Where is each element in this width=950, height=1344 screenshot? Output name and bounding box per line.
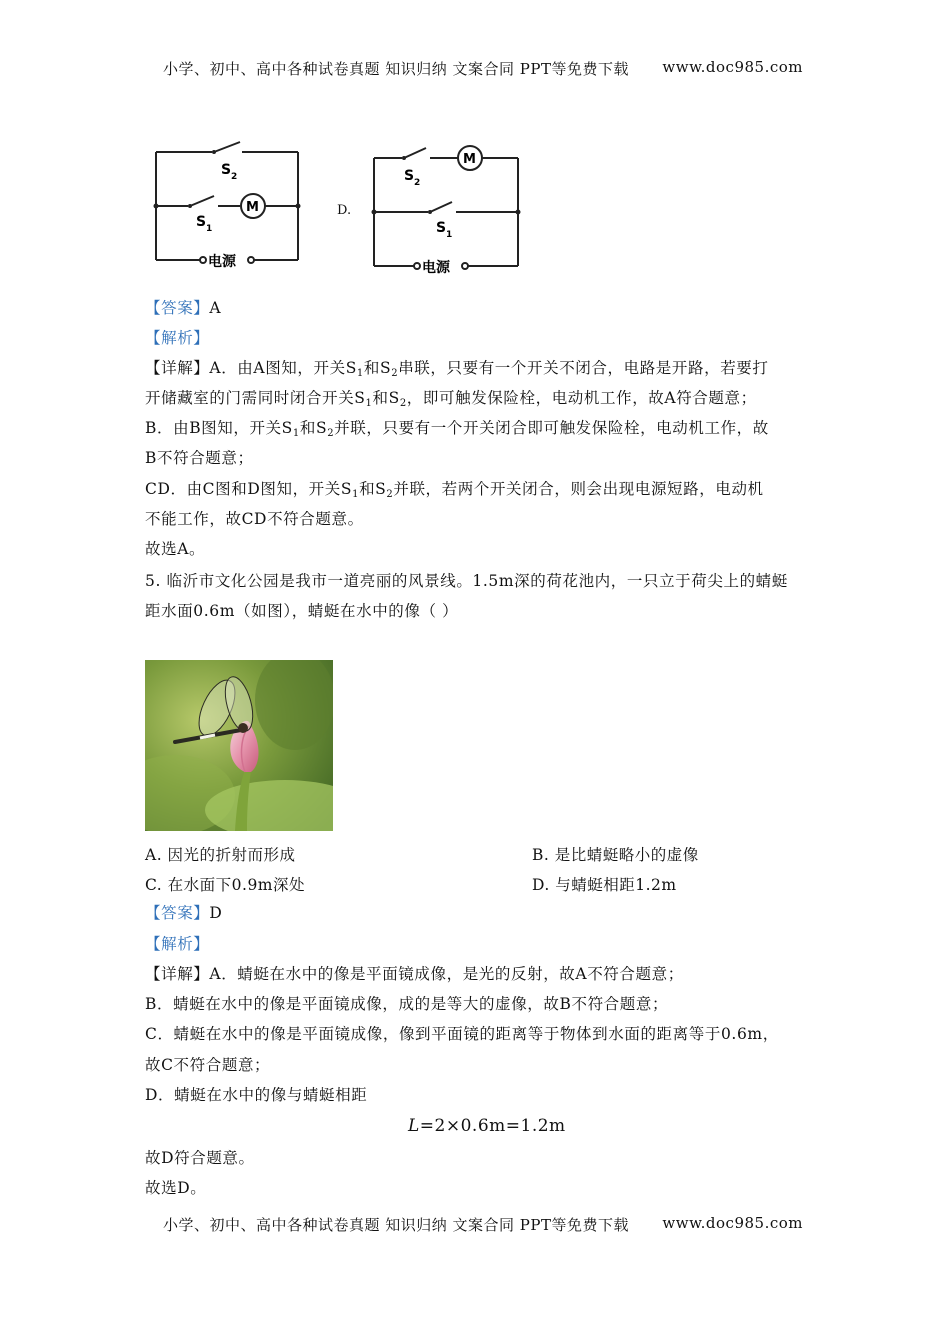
q5-detail-line-1: 【详解】A．蜻蜓在水中的像是平面镜成像，是光的反射，故A不符合题意； xyxy=(145,965,684,983)
q5-stem-line-1: 5. 临沂市文化公园是我市一道亮丽的风景线。1.5m深的荷花池内，一只立于荷尖上的蜻蜓 xyxy=(145,572,788,590)
option-d-label: D. xyxy=(337,203,352,218)
motor-label: M xyxy=(463,152,476,167)
q4-detail-line-5: CD．由C图和D图知，开关$S_1$和$S_2$并联，若两个开关闭合，则会出现电源短路，电动机 xyxy=(145,480,764,500)
q4-detail-line-3: B．由B图知，开关$S_1$和$S_2$并联，只要有一个开关闭合即可触发保险栓，电动机工作，故 xyxy=(145,419,769,439)
switch-s2-sub: 2 xyxy=(231,172,238,182)
circuit-diagram-d xyxy=(368,142,528,274)
detail-tag: 【详解】 xyxy=(145,965,210,983)
q5-stem-line-2: 距水面0.6m（如图），蜻蜓在水中的像（ ） xyxy=(145,602,459,620)
formula-variable: L xyxy=(408,1116,420,1136)
q5-detail-line-6: 故D符合题意。 xyxy=(145,1149,255,1167)
switch-s1-sub: 1 xyxy=(446,230,453,240)
distance-formula xyxy=(408,1116,566,1136)
q5-conclusion: 故选D。 xyxy=(145,1179,207,1197)
switch-s2-sub: 2 xyxy=(414,178,421,188)
switch-s1-label: S xyxy=(436,220,447,236)
header-url[interactable]: www.doc985.com xyxy=(662,58,803,76)
q4-detail-line-4: B不符合题意； xyxy=(145,449,254,467)
option-a: A. 因光的折射而形成 xyxy=(145,846,296,864)
footer-text: 小学、初中、高中各种试卷真题 知识归纳 文案合同 PPT等免费下载 xyxy=(163,1216,629,1234)
option-c: C. 在水面下0.9m深处 xyxy=(145,876,306,894)
switch-s2-label: S xyxy=(404,168,415,184)
q4-detail-line-1: 【详解】A．由A图知，开关$S_1$和$S_2$串联，只要有一个开关不闭合，电路是开路，若要打 xyxy=(145,359,769,379)
switch-s1-sub: 1 xyxy=(206,224,213,234)
q4-analysis-tag: 【解析】 xyxy=(145,329,210,347)
q5-analysis-tag: 【解析】 xyxy=(145,935,210,953)
switch-s1-label: S xyxy=(196,214,207,230)
q4-detail-line-6: 不能工作，故CD不符合题意。 xyxy=(145,510,364,528)
footer-url[interactable]: www.doc985.com xyxy=(662,1214,803,1232)
detail-tag: 【详解】 xyxy=(145,359,210,377)
answer-value: D xyxy=(209,904,223,922)
q5-detail-line-2: B．蜻蜓在水中的像是平面镜成像，成的是等大的虚像，故B不符合题意； xyxy=(145,995,669,1013)
circuit-diagram-c xyxy=(148,138,308,270)
power-source-label: 电源 xyxy=(208,254,236,270)
motor-label: M xyxy=(246,200,259,215)
q5-detail-line-5: D．蜻蜓在水中的像与蜻蜓相距 xyxy=(145,1086,368,1104)
formula-expression: =2×0.6m=1.2m xyxy=(419,1116,566,1136)
option-d: D. 与蜻蜓相距1.2m xyxy=(532,876,677,894)
answer-tag: 【答案】 xyxy=(145,299,210,317)
dragonfly-lotus-photo xyxy=(145,660,333,831)
q4-answer-line xyxy=(145,298,221,318)
page-footer xyxy=(163,1214,803,1235)
option-b: B. 是比蜻蜓略小的虚像 xyxy=(532,846,699,864)
q4-conclusion: 故选A。 xyxy=(145,540,206,558)
header-text: 小学、初中、高中各种试卷真题 知识归纳 文案合同 PPT等免费下载 xyxy=(163,60,629,78)
answer-tag: 【答案】 xyxy=(145,904,210,922)
page-header xyxy=(163,58,803,79)
power-source-label: 电源 xyxy=(422,260,450,274)
answer-value: A xyxy=(209,299,222,317)
q5-detail-line-4: 故C不符合题意； xyxy=(145,1056,271,1074)
switch-s2-label: S xyxy=(221,162,232,178)
q4-detail-line-2: 开储藏室的门需同时闭合开关$S_1$和$S_2$，即可触发保险栓，电动机工作，故A符合题意； xyxy=(145,389,757,409)
q5-answer-line xyxy=(145,903,222,923)
q5-detail-line-3: C．蜻蜓在水中的像是平面镜成像，像到平面镜的距离等于物体到水面的距离等于0.6m， xyxy=(145,1025,779,1043)
